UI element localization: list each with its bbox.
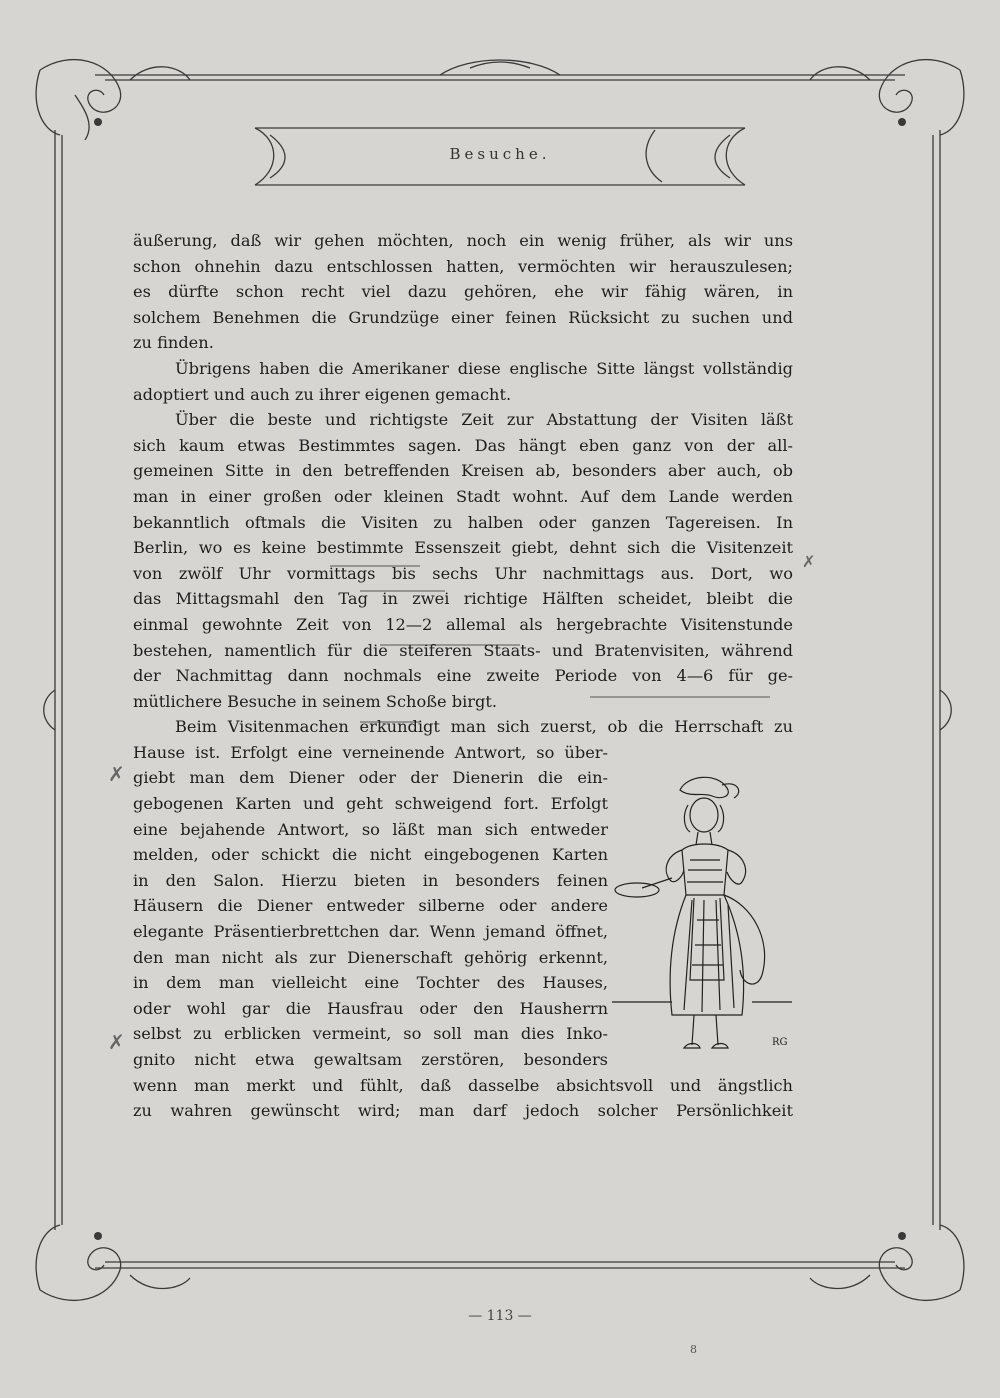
text-line: oder wohl gar die Hausfrau oder den Hausherrn — [133, 998, 608, 1018]
text-line: elegante Präsentierbrettchen dar. Wenn jemand öffnet, — [133, 922, 608, 942]
text-line: man in einer großen oder kleinen Stadt wohnt. Auf dem Lande werden — [133, 486, 793, 506]
text-line: Berlin, wo es keine bestimmte Essenszeit giebt, dehnt sich die Visitenzeit — [133, 538, 793, 558]
text-line: einmal gewohnte Zeit von 12—2 allemal als hergebrachte Visitenstunde — [133, 614, 793, 634]
text-line: Übrigens haben die Amerikaner diese englische Sitte längst vollständig — [175, 358, 793, 378]
text-line: Beim Visitenmachen erkundigt man sich zuerst, ob die Herrschaft zu — [175, 717, 793, 737]
text-line: der Nachmittag dann nochmals eine zweite Periode von 4—6 für ge- — [133, 666, 793, 686]
text-line: Über die beste und richtigste Zeit zur Abstattung der Visiten läßt — [175, 410, 793, 430]
text-line: bestehen, namentlich für die steiferen Staats- und Bratenvisiten, während — [133, 640, 793, 660]
text-line: adoptiert und auch zu ihrer eigenen gemacht. — [133, 384, 512, 404]
maid-illustration — [612, 770, 802, 1070]
page-number: — 113 — — [468, 1308, 532, 1324]
text-line: eine bejahende Antwort, so läßt man sich entweder — [133, 819, 608, 839]
signature-mark: 8 — [690, 1343, 697, 1356]
text-line: zu finden. — [133, 333, 214, 353]
text-line: Häusern die Diener entweder silberne oder andere — [133, 896, 608, 916]
text-line: in dem man vielleicht eine Tochter des Hauses, — [133, 973, 608, 993]
text-line: wenn man merkt und fühlt, daß dasselbe absichtsvoll und ängstlich — [133, 1075, 793, 1095]
running-title: Besuche. — [449, 145, 551, 163]
text-line: in den Salon. Hierzu bieten in besonders feinen — [133, 870, 608, 890]
pencil-cross-mark: ✗ — [108, 762, 125, 786]
text-line: bekanntlich oftmals die Visiten zu halben oder ganzen Tagereisen. In — [133, 512, 793, 532]
text-line: gemeinen Sitte in den betreffenden Kreisen ab, besonders aber auch, ob — [133, 461, 793, 481]
text-line: zu wahren gewünscht wird; man darf jedoch solcher Persönlichkeit — [133, 1101, 793, 1121]
text-line: von zwölf Uhr vormittags bis sechs Uhr nachmittags aus. Dort, wo — [133, 563, 793, 583]
text-line: gnito nicht etwa gewaltsam zerstören, besonders — [133, 1050, 608, 1069]
text-line: den man nicht als zur Dienerschaft gehörig erkennt, — [133, 947, 608, 967]
text-line: sich kaum etwas Bestimmtes sagen. Das hängt eben ganz von der all- — [133, 435, 793, 455]
text-line: Hause ist. Erfolgt eine verneinende Antwort, so über- — [133, 742, 608, 762]
text-line: giebt man dem Diener oder der Dienerin die ein- — [133, 768, 608, 788]
text-line: solchem Benehmen die Grundzüge einer feinen Rücksicht zu suchen und — [133, 307, 793, 327]
text-line: mütlichere Besuche in seinem Schoße birgt. — [133, 691, 498, 711]
text-line: selbst zu erblicken vermeint, so soll man dies Inko- — [133, 1024, 608, 1044]
text-line: gebogenen Karten und geht schweigend fort. Erfolgt — [133, 794, 608, 814]
text-line: äußerung, daß wir gehen möchten, noch ein wenig früher, als wir uns — [133, 231, 793, 250]
text-line: es dürfte schon recht viel dazu gehören, ehe wir fähig wären, in — [133, 282, 793, 302]
pencil-cross-mark: ✗ — [802, 552, 816, 571]
text-line: das Mittagsmahl den Tag in zwei richtige Hälften scheidet, bleibt die — [133, 589, 793, 609]
text-line: melden, oder schickt die nicht eingebogenen Karten — [133, 845, 608, 865]
artist-monogram: RG — [772, 1037, 788, 1048]
pencil-cross-mark: ✗ — [108, 1030, 125, 1054]
text-line: schon ohnehin dazu entschlossen hatten, vermöchten wir herauszulesen; — [133, 256, 793, 276]
